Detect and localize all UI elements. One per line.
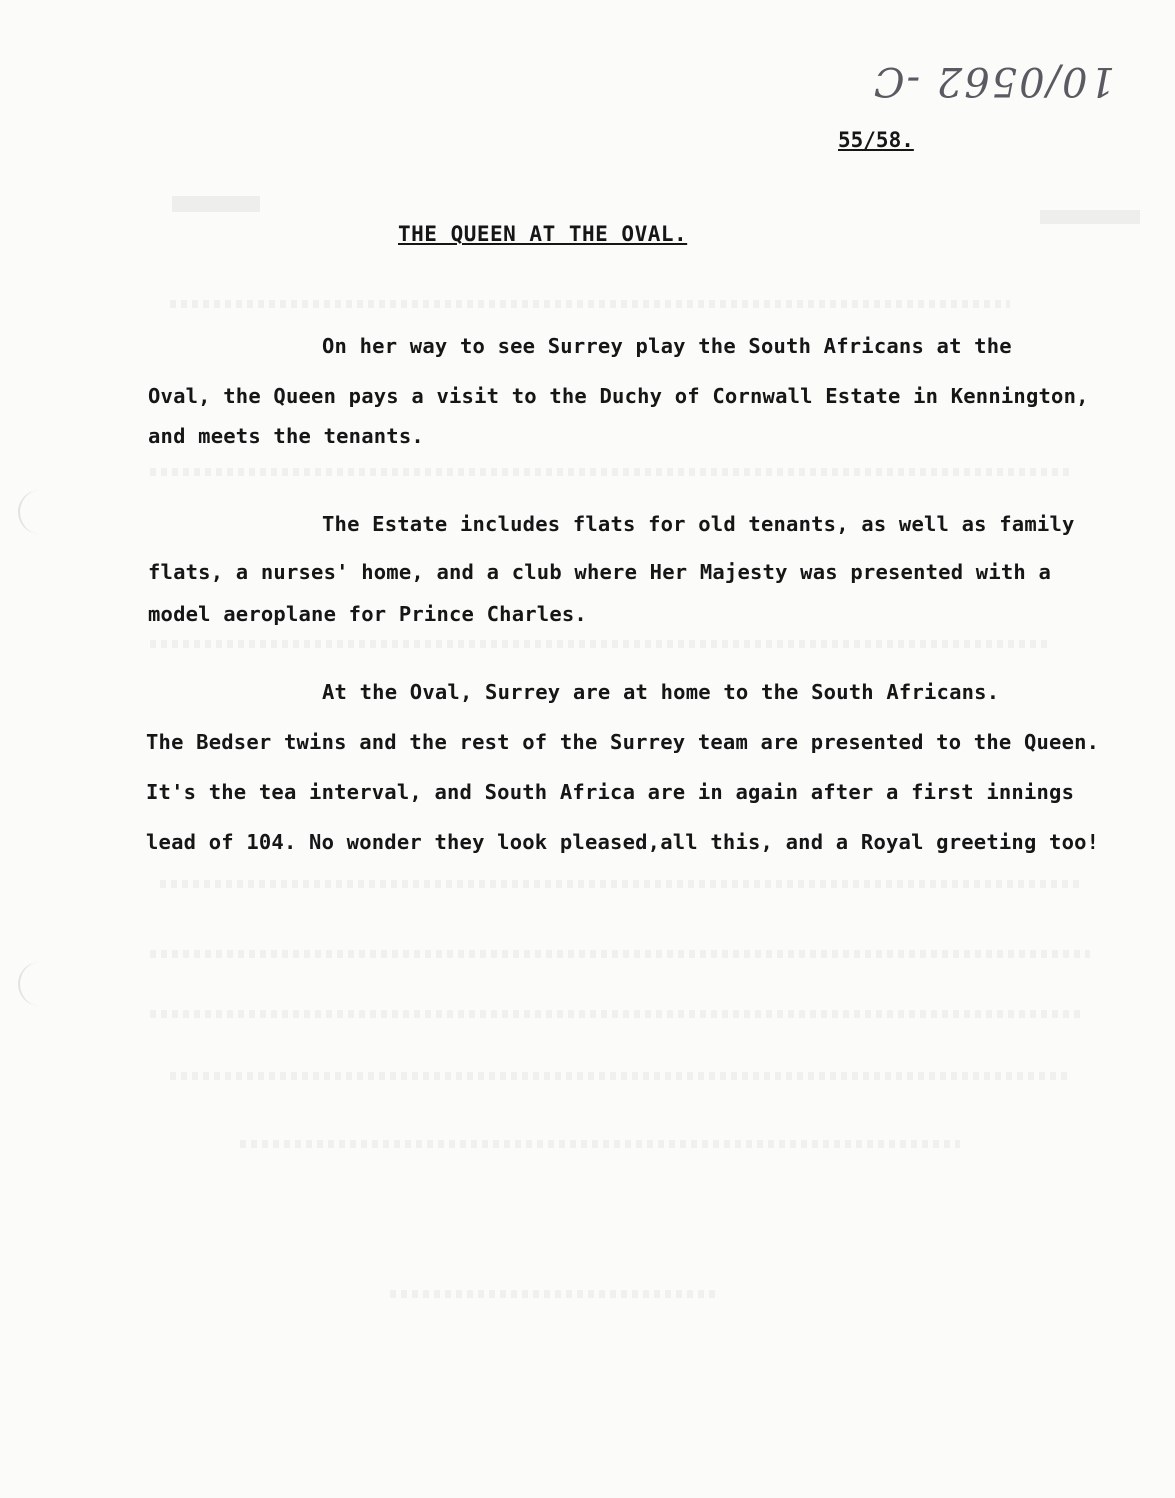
- paragraph-line: Oval, the Queen pays a visit to the Duchy of Cornwall Estate in Kennington,: [148, 384, 1089, 408]
- page-title: THE QUEEN AT THE OVAL.: [398, 222, 688, 246]
- paragraph-line: It's the tea interval, and South Africa are in again after a first innings: [146, 780, 1075, 804]
- paragraph-line: The Bedser twins and the rest of the Surrey team are presented to the Queen.: [146, 730, 1100, 754]
- document-reference-number: 55/58.: [838, 128, 914, 152]
- paragraph-line: lead of 104. No wonder they look pleased,all this, and a Royal greeting too!: [146, 830, 1100, 854]
- bleed-through-line: [150, 950, 1090, 958]
- bleed-through-line: [160, 880, 1080, 888]
- paragraph-line: and meets the tenants.: [148, 424, 424, 448]
- scan-smudge-left: [172, 196, 260, 212]
- paragraph-line: model aeroplane for Prince Charles.: [148, 602, 587, 626]
- bleed-through-line: [390, 1290, 720, 1298]
- punch-hole-mark: [18, 962, 46, 1006]
- punch-hole-mark: [18, 490, 46, 534]
- paragraph-line: The Estate includes flats for old tenants, as well as family: [322, 512, 1075, 536]
- paragraph-line: flats, a nurses' home, and a club where Her Majesty was presented with a: [148, 560, 1052, 584]
- bleed-through-line: [170, 300, 1010, 308]
- paragraph-line: At the Oval, Surrey are at home to the South Africans.: [322, 680, 1000, 704]
- bleed-through-line: [150, 640, 1050, 648]
- bleed-through-line: [150, 468, 1070, 476]
- bleed-through-line: [150, 1010, 1080, 1018]
- bleed-through-line: [240, 1140, 960, 1148]
- bleed-through-line: [170, 1072, 1070, 1080]
- paragraph-line: On her way to see Surrey play the South Africans at the: [322, 334, 1012, 358]
- scan-smudge-right: [1040, 210, 1140, 224]
- handwritten-reference: 10/0562 -C: [871, 58, 1115, 104]
